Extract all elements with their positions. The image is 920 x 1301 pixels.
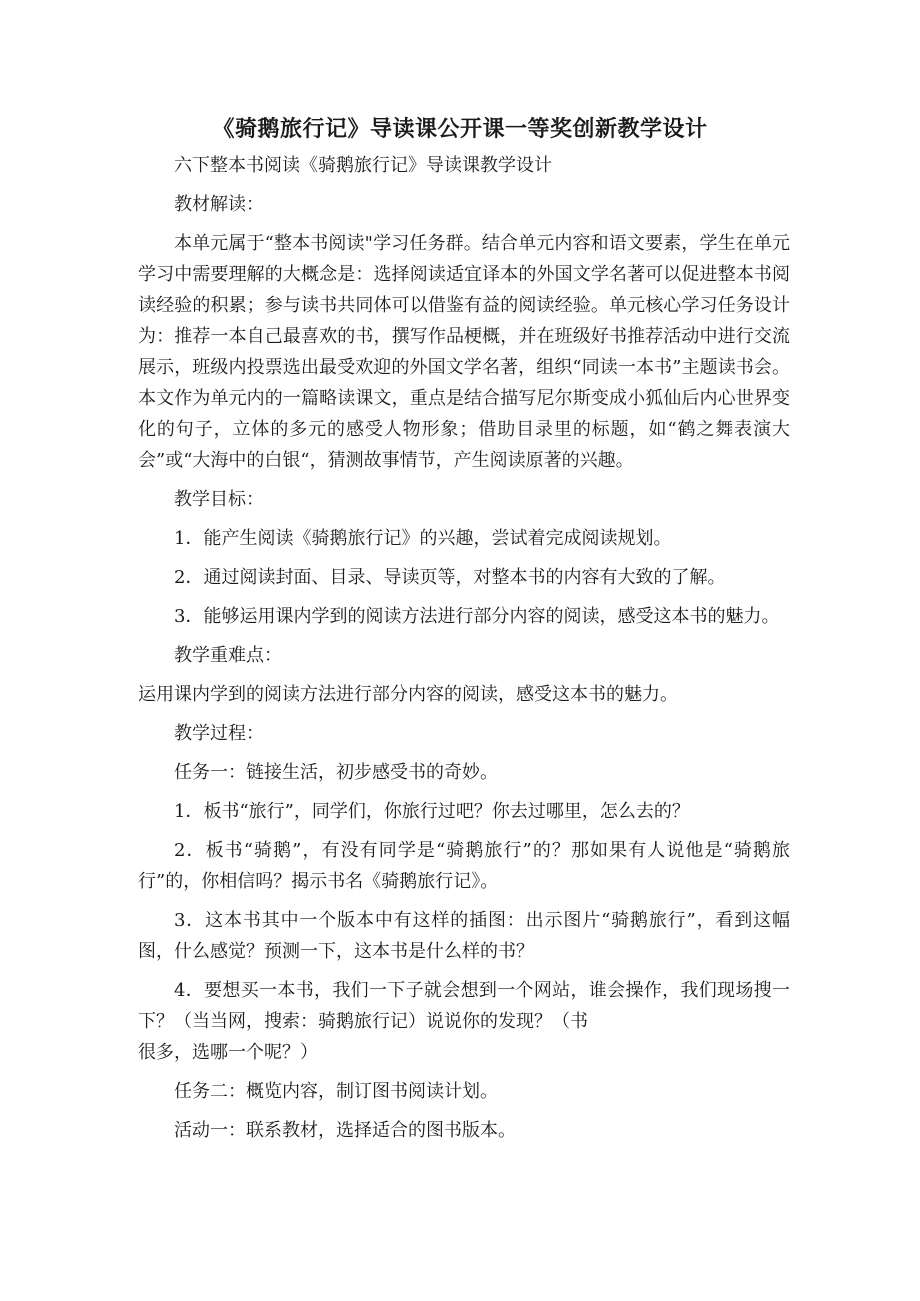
- task-one-step-4: 4．要想买一本书，我们一下子就会想到一个网站，谁会操作，我们现场搜一下？（当当网，搜索：骑鹅旅行记）说说你的发现？（书: [138, 980, 790, 1032]
- activity-one-heading: 活动一：联系教材，选择适合的图书版本。: [174, 1120, 516, 1141]
- task-one-heading: 任务一：链接生活，初步感受书的奇妙。: [174, 762, 498, 783]
- task-one-step-2: 2．板书“骑鹅”，有没有同学是“骑鹅旅行”的？那如果有人说他是“骑鹅旅行”的，你相信吗？揭示书名《骑鹅旅行记》。: [138, 840, 790, 892]
- section-heading-textbook-analysis: 教材解读：: [174, 194, 264, 215]
- goal-item-1: 1．能产生阅读《骑鹅旅行记》的兴趣，尝试着完成阅读规划。: [174, 528, 672, 549]
- section-heading-key-points: 教学重难点：: [174, 645, 282, 666]
- task-one-step-1: 1．板书“旅行”，同学们，你旅行过吧？你去过哪里，怎么去的？: [174, 801, 690, 822]
- document-body: [138, 150, 790, 1154]
- task-two-heading: 任务二：概览内容，制订图书阅读计划。: [174, 1081, 498, 1102]
- goal-item-2: 2．通过阅读封面、目录、导读页等，对整本书的内容有大致的了解。: [174, 567, 726, 588]
- task-one-step-4-continued: 很多，选哪一个呢？）: [138, 1042, 318, 1063]
- key-points-paragraph: 运用课内学到的阅读方法进行部分内容的阅读，感受这本书的魅力。: [138, 684, 678, 705]
- document-title: 《骑鹅旅行记》导读课公开课一等奖创新教学设计: [212, 117, 708, 142]
- section-heading-teaching-process: 教学过程：: [174, 723, 264, 744]
- task-one-step-3: 3．这本书其中一个版本中有这样的插图：出示图片“骑鹅旅行”，看到这幅图，什么感觉？预测一下，这本书是什么样的书？: [138, 910, 790, 962]
- section-heading-teaching-goals: 教学目标：: [174, 489, 264, 510]
- subtitle-paragraph: 六下整本书阅读《骑鹅旅行记》导读课教学设计: [174, 155, 552, 176]
- textbook-analysis-paragraph: 本单元属于“整本书阅读"学习任务群。结合单元内容和语文要素，学生在单元学习中需要理解的大概念是：选择阅读适宜译本的外国文学名著可以促进整本书阅读经验的积累；参与读书共同体可以借鉴有益的阅读经验。单元核心学习任务设计为：推荐一本自己最喜欢的书，撰写作品梗概，并在班级好书推荐活动中进行交流展示，班级内投票选出最受欢迎的外国文学名著，组织“同读一本书”主题读书会。本文作为单元内的一篇略读课文，重点是结合描写尼尔斯变成小狐仙后内心世界变化的句子，立体的多元的感受人物形象；借助目录里的标题，如“鹤之舞表演大会”或“大海中的白银“，猜测故事情节，产生阅读原著的兴趣。: [138, 233, 790, 471]
- goal-item-3: 3．能够运用课内学到的阅读方法进行部分内容的阅读，感受这本书的魅力。: [174, 606, 780, 627]
